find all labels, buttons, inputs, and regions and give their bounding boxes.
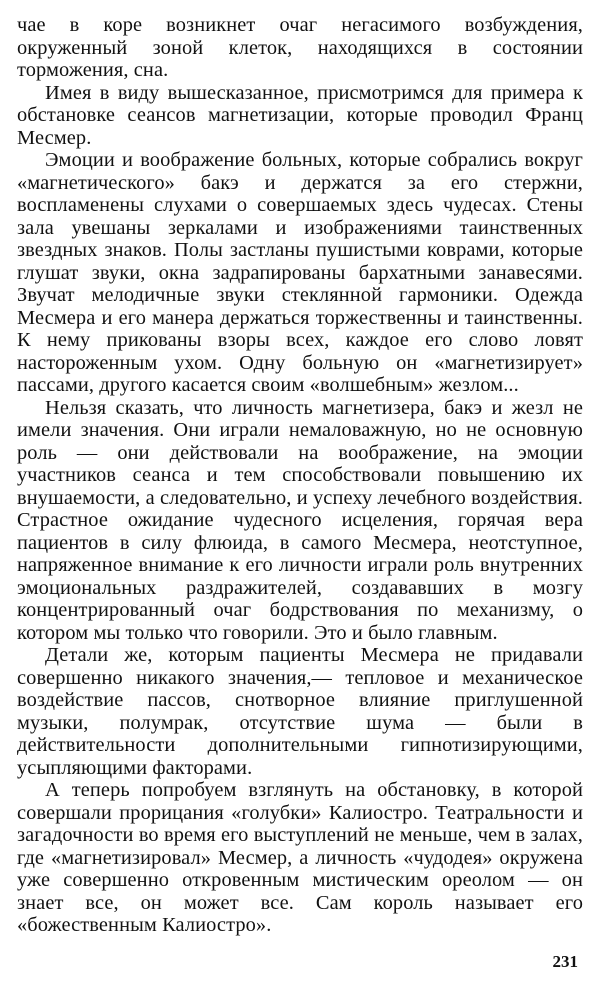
paragraph-continuation: чае в коре возникнет очаг негасимого возбуждения, окруженный зоной клеток, находящихся в состоянии торможения, сна. bbox=[17, 14, 583, 81]
paragraph-cagliostro: А теперь попробуем взглянуть на обстановку, в которой совершали прорицания «голубки» Калиостро. Театральности и загадочности во время его выступлений не меньше, чем в залах, где «магнетизировал» Месмер, а личность «чудодея» окружена уже совершенно откровенным мистическим ореолом — он знает все, он может все. Сам король называет его «божественным Калиостро». bbox=[17, 779, 583, 936]
paragraph-magnetizer-personality: Нельзя сказать, что личность магнетизера, бакэ и жезл не имели значения. Они играли немаловажную, но не основную роль — они действовали на воображение, на эмоции участников сеанса и тем способствовали повышению их внушаемости, а следовательно, и успеху лечебного воздействия. Страстное ожидание чудесного исцеления, горячая вера пациентов в силу флюида, в самого Месмера, неотступное, напряженное внимание к его личности играли роль внутренних эмоциональных раздражителей, создававших в мозгу концентрированный очаг бодрствования по механизму, о котором мы только что говорили. Это и было главным. bbox=[17, 396, 583, 644]
page-body bbox=[17, 14, 583, 937]
paragraph-mesmer-sessions: Имея в виду вышесказанное, присмотримся для примера к обстановке сеансов магнетизации, которые проводил Франц Месмер. bbox=[17, 81, 583, 149]
paragraph-details: Детали же, которым пациенты Месмера не придавали совершенно никакого значения,— тепловое и механическое воздействие пассов, снотворное влияние приглушенной музыки, полумрак, отсутствие шума — были в действительности дополнительными гипнотизирующими, усыпляющими факторами. bbox=[17, 644, 583, 779]
paragraph-emotions-imagination: Эмоции и воображение больных, которые собрались вокруг «магнетического» бакэ и держатся за его стержни, воспламенены слухами о совершаемых здесь чудесах. Стены зала увешаны зеркалами и изображениями таинственных звездных знаков. Полы застланы пушистыми коврами, которые глушат звуки, окна задрапированы бархатными занавесями. Звучат мелодичные звуки стеклянной гармоники. Одежда Месмера и его манера держаться торжественны и таинственны. К нему прикованы взоры всех, каждое его слово ловят настороженным ухом. Одну больную он «магнетизирует» пассами, другого касается своим «волшебным» жезлом... bbox=[17, 149, 583, 396]
page-number: 231 bbox=[552, 952, 578, 971]
